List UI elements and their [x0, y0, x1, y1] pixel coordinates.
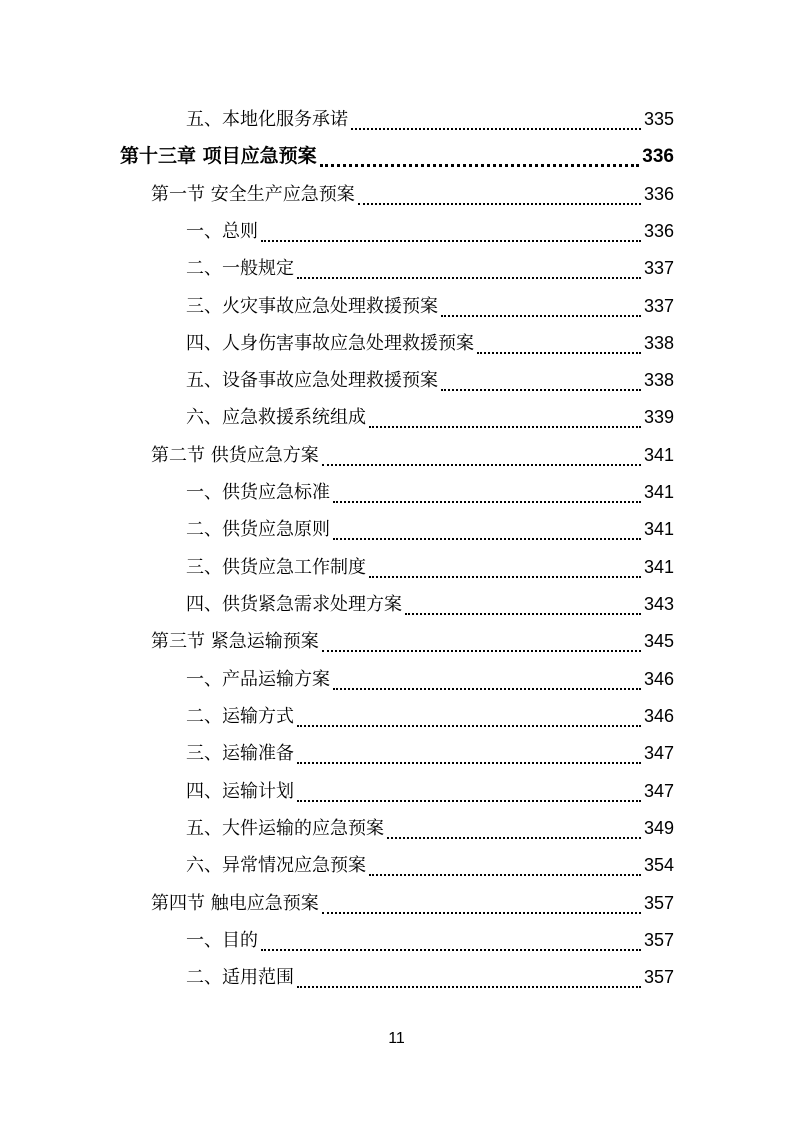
toc-entry-title: 第一节 安全生产应急预案 — [151, 184, 355, 205]
toc-entry[interactable] — [186, 847, 674, 884]
toc-entry-page: 347 — [643, 781, 674, 801]
dot-leader — [322, 912, 641, 914]
toc-entry[interactable] — [186, 773, 674, 810]
toc-entry-page: 343 — [643, 594, 674, 614]
toc-entry-title: 二、适用范围 — [186, 967, 294, 988]
dot-leader — [441, 389, 641, 391]
toc-entry-page: 357 — [643, 893, 674, 913]
dot-leader — [297, 277, 641, 279]
toc-entry-title: 二、一般规定 — [186, 258, 294, 279]
toc-entry-title: 一、供货应急标准 — [186, 482, 330, 503]
toc-entry-title: 一、目的 — [186, 930, 258, 951]
toc-entry-page: 357 — [643, 930, 674, 950]
toc-entry-title: 第二节 供货应急方案 — [151, 445, 319, 466]
dot-leader — [333, 688, 641, 690]
toc-entry-page: 336 — [643, 221, 674, 241]
toc-entry-page: 347 — [643, 743, 674, 763]
toc-entry-title: 一、产品运输方案 — [186, 669, 330, 690]
toc-entry-title: 三、供货应急工作制度 — [186, 557, 366, 578]
toc-entry-title: 一、总则 — [186, 221, 258, 242]
toc-entry-page: 335 — [643, 109, 674, 129]
toc-entry-page: 341 — [643, 557, 674, 577]
toc-entry-title: 六、应急救援系统组成 — [186, 407, 366, 428]
toc-entry-title: 六、异常情况应急预案 — [186, 855, 366, 876]
toc-entry-page: 349 — [643, 818, 674, 838]
dot-leader — [333, 501, 641, 503]
dot-leader — [441, 315, 641, 317]
toc-entry[interactable] — [186, 511, 674, 548]
toc-entry-page: 339 — [643, 407, 674, 427]
toc-entry[interactable] — [186, 101, 674, 138]
toc-entry-page: 337 — [643, 258, 674, 278]
toc-entry-title: 第十三章 项目应急预案 — [120, 145, 317, 167]
toc-entry-title: 五、大件运输的应急预案 — [186, 818, 384, 839]
dot-leader — [369, 426, 641, 428]
toc-entry-title: 第三节 紧急运输预案 — [151, 631, 319, 652]
dot-leader — [261, 240, 641, 242]
dot-leader — [320, 164, 640, 167]
dot-leader — [297, 725, 641, 727]
toc-entry[interactable] — [186, 288, 674, 325]
toc-entry-title: 第四节 触电应急预案 — [151, 893, 319, 914]
toc-entry[interactable] — [186, 735, 674, 772]
dot-leader — [387, 837, 641, 839]
dot-leader — [351, 128, 641, 130]
toc-entry-title: 三、火灾事故应急处理救援预案 — [186, 296, 438, 317]
toc-entry-title: 五、本地化服务承诺 — [186, 109, 348, 130]
toc-section[interactable] — [151, 885, 674, 922]
dot-leader — [297, 762, 641, 764]
dot-leader — [369, 576, 641, 578]
toc-entry-page: 341 — [643, 445, 674, 465]
toc-entry-title: 二、供货应急原则 — [186, 519, 330, 540]
dot-leader — [261, 949, 641, 951]
toc-entry-page: 354 — [643, 855, 674, 875]
toc-entry-page: 338 — [643, 333, 674, 353]
toc-entry-title: 四、运输计划 — [186, 781, 294, 802]
dot-leader — [297, 800, 641, 802]
toc-entry[interactable] — [186, 922, 674, 959]
toc-entry-page: 346 — [643, 669, 674, 689]
toc-entry-page: 337 — [643, 296, 674, 316]
toc-section[interactable] — [151, 437, 674, 474]
toc-entry-title: 四、供货紧急需求处理方案 — [186, 594, 402, 615]
dot-leader — [477, 352, 641, 354]
toc-entry-page: 341 — [643, 482, 674, 502]
dot-leader — [297, 986, 641, 988]
toc-entry[interactable] — [186, 213, 674, 250]
toc-entry-page: 346 — [643, 706, 674, 726]
toc-entry[interactable] — [186, 586, 674, 623]
toc-entry[interactable] — [186, 399, 674, 436]
toc-section[interactable] — [151, 623, 674, 660]
toc-entry[interactable] — [186, 959, 674, 996]
page-number: 11 — [388, 1030, 405, 1047]
dot-leader — [405, 613, 641, 615]
toc-entry-page: 345 — [643, 631, 674, 651]
toc-entry-page: 336 — [643, 184, 674, 204]
toc-entry-title: 二、运输方式 — [186, 706, 294, 727]
toc-entry[interactable] — [186, 698, 674, 735]
toc-entry-page: 357 — [643, 967, 674, 987]
toc-entry-page: 341 — [643, 519, 674, 539]
toc-entry[interactable] — [186, 325, 674, 362]
toc-entry[interactable] — [186, 250, 674, 287]
toc-chapter[interactable] — [120, 138, 674, 175]
dot-leader — [358, 203, 641, 205]
toc-entry-page: 338 — [643, 370, 674, 390]
toc-entry-title: 三、运输准备 — [186, 743, 294, 764]
dot-leader — [369, 874, 641, 876]
toc-entry-page: 336 — [642, 146, 674, 167]
dot-leader — [333, 538, 641, 540]
toc-entry[interactable] — [186, 661, 674, 698]
dot-leader — [322, 464, 641, 466]
toc-entry[interactable] — [186, 549, 674, 586]
toc-entry-title: 五、设备事故应急处理救援预案 — [186, 370, 438, 391]
dot-leader — [322, 650, 641, 652]
toc-entry-title: 四、人身伤害事故应急处理救援预案 — [186, 333, 474, 354]
toc-entry[interactable] — [186, 810, 674, 847]
toc-entry[interactable] — [186, 362, 674, 399]
toc-entry[interactable] — [186, 474, 674, 511]
toc-section[interactable] — [151, 176, 674, 213]
